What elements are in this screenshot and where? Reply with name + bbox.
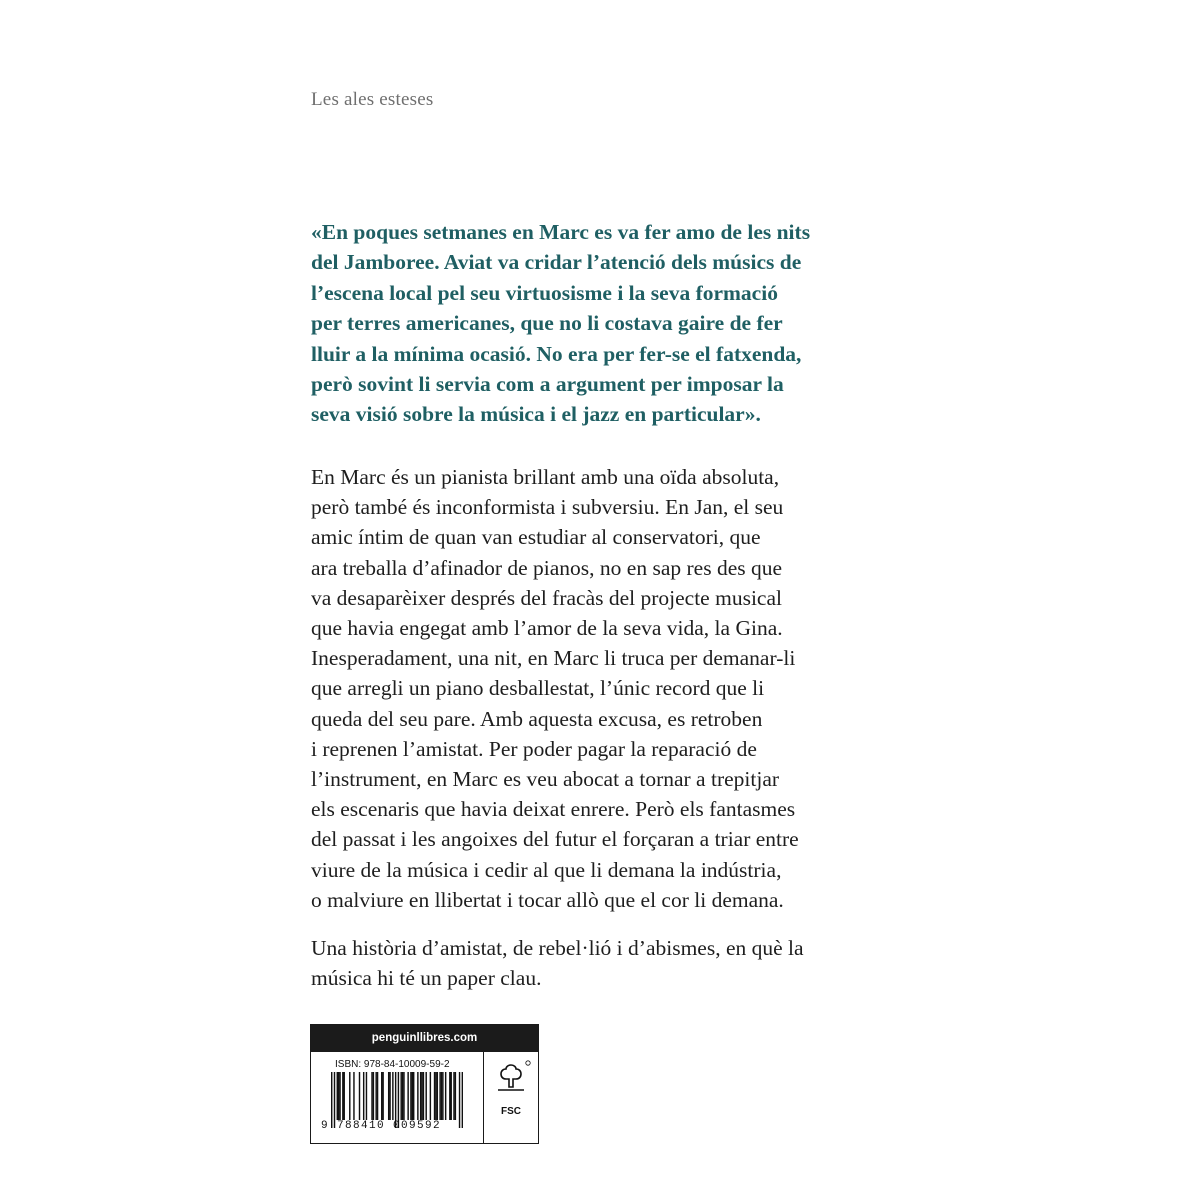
barcode-bar (412, 1072, 413, 1120)
barcode-bar (434, 1072, 435, 1120)
barcode-bar (407, 1072, 408, 1120)
synopsis-line: queda del seu pare. Amb aquesta excusa, es retroben (311, 706, 763, 731)
barcode-bar (388, 1072, 389, 1120)
synopsis-line: però també és inconformista i subversiu. En Jan, el seu (311, 495, 784, 520)
barcode-bar (453, 1072, 454, 1120)
closing-line: música hi té un paper clau. (311, 966, 542, 991)
barcode-bar (342, 1072, 343, 1120)
barcode-bar (389, 1072, 390, 1120)
synopsis-line: l’instrument, en Marc es veu abocat a tornar a trepitjar (311, 767, 780, 792)
barcode-bar (462, 1072, 463, 1128)
synopsis-line: amic íntim de quan van estudiar al conservatori, que (311, 525, 761, 550)
barcode-bar (450, 1072, 451, 1120)
isbn-block (311, 1052, 484, 1143)
closing-line: Una història d’amistat, de rebel·lió i d’abismes, en què la (311, 936, 804, 960)
barcode-bar (373, 1072, 374, 1120)
synopsis-line: En Marc és un pianista brillant amb una oïda absoluta, (311, 465, 780, 489)
barcode-bar (410, 1072, 411, 1120)
barcode-bar (413, 1072, 414, 1120)
barcode-bar (445, 1072, 446, 1120)
quote-line: del Jamboree. Aviat va cridar l’atenció dels músics de (311, 250, 802, 275)
barcode-bar (371, 1072, 372, 1120)
barcode-bar (421, 1072, 422, 1120)
barcode-bar (377, 1072, 378, 1120)
barcode-bar (420, 1072, 421, 1120)
synopsis-line: del passat i les angoixes del futur el forçaran a triar entre (311, 827, 799, 852)
synopsis-line: Inesperadament, una nit, en Marc li truca per demanar-li (311, 646, 796, 671)
barcode-bar (403, 1072, 404, 1120)
synopsis-line: o malviure en llibertat i tocar allò que el cor li demana. (311, 887, 784, 912)
synopsis-line: els escenaris que havia deixat enrere. Però els fantasmes (311, 797, 796, 822)
synopsis-line: que havia engegat amb l’amor de la seva vida, la Gina. (311, 616, 783, 641)
barcode-bar (435, 1072, 436, 1120)
barcode-bar (459, 1072, 460, 1128)
barcode-bar (381, 1072, 382, 1120)
barcode-bar (392, 1072, 393, 1120)
quote-line: «En poques setmanes en Marc es va fer amo de les nits (311, 220, 811, 244)
barcode-bar (400, 1072, 401, 1120)
synopsis-paragraph (311, 462, 831, 915)
barcode-panel (310, 1024, 539, 1144)
barcode-bar (337, 1072, 338, 1120)
isbn-label: ISBN: 978-84-10009-59-2 (335, 1059, 450, 1070)
barcode-bar (439, 1072, 440, 1120)
synopsis-line: ara treballa d’afinador de pianos, no en sap res des que (311, 555, 783, 580)
barcode-bar (441, 1072, 442, 1120)
barcode-bar (366, 1072, 367, 1120)
barcode-bar (455, 1072, 456, 1120)
synopsis-line: va desaparèixer després del fracàs del projecte musical (311, 585, 782, 610)
quote-line: per terres americanes, que no li costava gaire de fer (311, 311, 783, 336)
quote-line: lluir a la mínima ocasió. No era per fer-se el fatxenda, (311, 341, 802, 366)
barcode-bar (359, 1072, 360, 1120)
barcode-bar (363, 1072, 364, 1120)
synopsis-line: viure de la música i cedir al que li demana la indústria, (311, 857, 782, 882)
publisher-website: penguinllibres.com (311, 1025, 538, 1052)
fsc-tree-icon (484, 1052, 538, 1108)
barcode-bar (437, 1072, 438, 1120)
barcode-bar (425, 1072, 426, 1120)
barcode-bar (338, 1072, 339, 1120)
barcode-bar (339, 1072, 340, 1120)
barcode-bar (417, 1072, 418, 1120)
pull-quote (311, 217, 831, 430)
fsc-logo (484, 1052, 538, 1143)
quote-line: però sovint li servia com a argument per imposar la (311, 372, 784, 397)
barcode-bar (375, 1072, 376, 1120)
closing-paragraph (311, 933, 831, 993)
barcode-bar (353, 1072, 354, 1120)
synopsis-line: i reprenen l’amistat. Per poder pagar la reparació de (311, 736, 757, 761)
barcode-bar (349, 1072, 350, 1120)
series-title: Les ales esteses (311, 89, 434, 110)
synopsis-line: que arregli un piano desballestat, l’únic record que li (311, 676, 765, 701)
barcode-bar (430, 1072, 431, 1120)
barcode-bar (442, 1072, 443, 1120)
barcode-bar (449, 1072, 450, 1120)
barcode-bar (382, 1072, 383, 1120)
barcode-bar (344, 1072, 345, 1120)
quote-line: l’escena local pel seu virtuosisme i la seva formació (311, 280, 778, 305)
barcode-bar (423, 1072, 424, 1120)
ean-digits: 9 788410 009592 (321, 1120, 442, 1132)
fsc-label: FSC (501, 1106, 521, 1117)
quote-line: seva visió sobre la música i el jazz en particular». (311, 402, 761, 427)
barcode-bar (402, 1072, 403, 1120)
